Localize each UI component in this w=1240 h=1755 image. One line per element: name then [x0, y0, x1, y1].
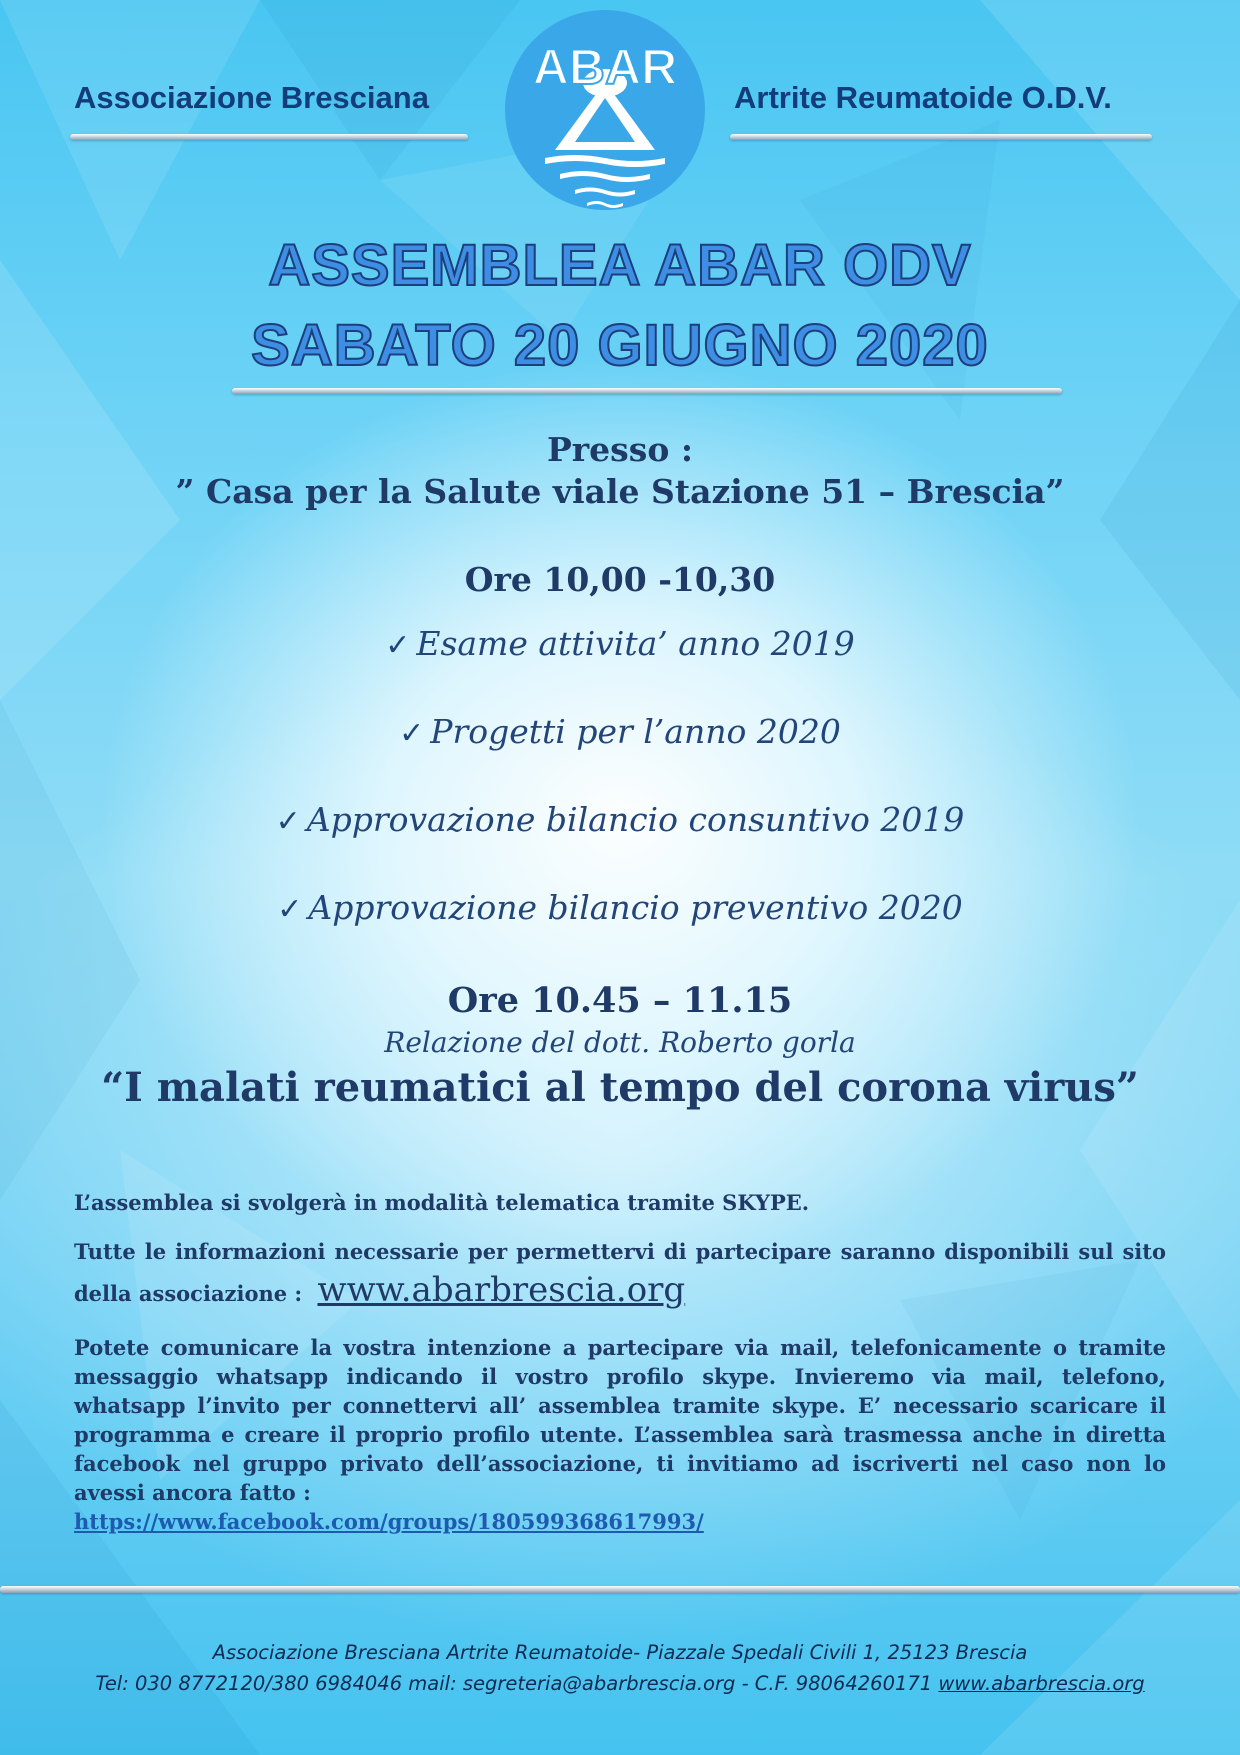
agenda-item-label: Approvazione bilancio consuntivo 2019: [306, 800, 965, 839]
agenda-item: [0, 624, 1240, 663]
info-paragraph-participation: [74, 1333, 1166, 1536]
session1-time: Ore 10,00 -10,30: [464, 560, 776, 599]
venue-label: Presso :: [546, 430, 694, 469]
info-paragraph-website: Tutte le informazioni necessarie per permettervi di partecipare saranno disponibili sul sito: [74, 1239, 1166, 1264]
check-icon: ✓: [275, 804, 301, 839]
footer-address: Associazione Bresciana Artrite Reumatoide- Piazzale Spedali Civili 1, 25123 Brescia: [212, 1641, 1028, 1664]
speaker-line: Relazione del dott. Roberto gorla: [384, 1026, 856, 1059]
footer-website-link[interactable]: www.abarbrescia.org: [938, 1672, 1145, 1695]
agenda-item-label: Progetti per l’anno 2020: [430, 712, 841, 751]
info-paragraph-skype: L’assemblea si svolgerà in modalità telematica tramite SKYPE.: [74, 1190, 810, 1215]
footer-contacts: [0, 1672, 1240, 1695]
check-icon: ✓: [385, 628, 411, 663]
facebook-group-link[interactable]: https://www.facebook.com/groups/180599368617993/: [74, 1509, 704, 1534]
session2-time: Ore 10.45 – 11.15: [447, 980, 793, 1021]
participation-text: Potete comunicare la vostra intenzione a partecipare via mail, telefonicamente o tramite messaggio whatsapp indicando il vostro profilo skype. Invieremo via mail, telefono, whatsapp l’invito per connettervi all’ assemblea tramite skype. E’ necessario scaricare il programma e creare il proprio profilo utente. L’assemblea sarà trasmessa anche in diretta facebook nel gruppo privato dell’associazione, ti invitiamo ad iscriverti nel caso non lo avessi ancora fatto :: [74, 1335, 1166, 1505]
agenda-item-label: Approvazione bilancio preventivo 2020: [308, 888, 963, 927]
agenda-item: [0, 712, 1240, 751]
check-icon: ✓: [277, 892, 303, 927]
agenda-item: [0, 800, 1240, 839]
venue-address: ” Casa per la Salute viale Stazione 51 – Brescia”: [175, 472, 1065, 511]
header-left-rule: [70, 134, 468, 140]
header-right-rule: [730, 134, 1152, 140]
info-website-prefix: della associazione :: [74, 1281, 303, 1306]
header-association-subtitle: Artrite Reumatoide O.D.V.: [734, 80, 1112, 115]
website-link[interactable]: www.abarbrescia.org: [317, 1270, 686, 1310]
abar-logo: [505, 10, 705, 210]
agenda-item: [0, 888, 1240, 927]
info-website-line: [74, 1270, 1166, 1314]
footer-contact-text: Tel: 030 8772120/380 6984046 mail: segreteria@abarbrescia.org - C.F. 98064260171: [95, 1672, 939, 1695]
title-rule: [232, 388, 1062, 394]
event-title: ASSEMBLEA ABAR ODV: [268, 233, 972, 298]
logo-text: ABAR: [532, 39, 678, 95]
talk-title: “I malati reumatici al tempo del corona virus”: [101, 1064, 1139, 1111]
header-association-name: Associazione Bresciana: [74, 80, 429, 115]
check-icon: ✓: [399, 716, 425, 751]
event-date: SABATO 20 GIUGNO 2020: [251, 313, 989, 378]
agenda-item-label: Esame attivita’ anno 2019: [416, 624, 855, 663]
footer-rule: [0, 1586, 1240, 1593]
logo-emblem-icon: [505, 10, 705, 210]
